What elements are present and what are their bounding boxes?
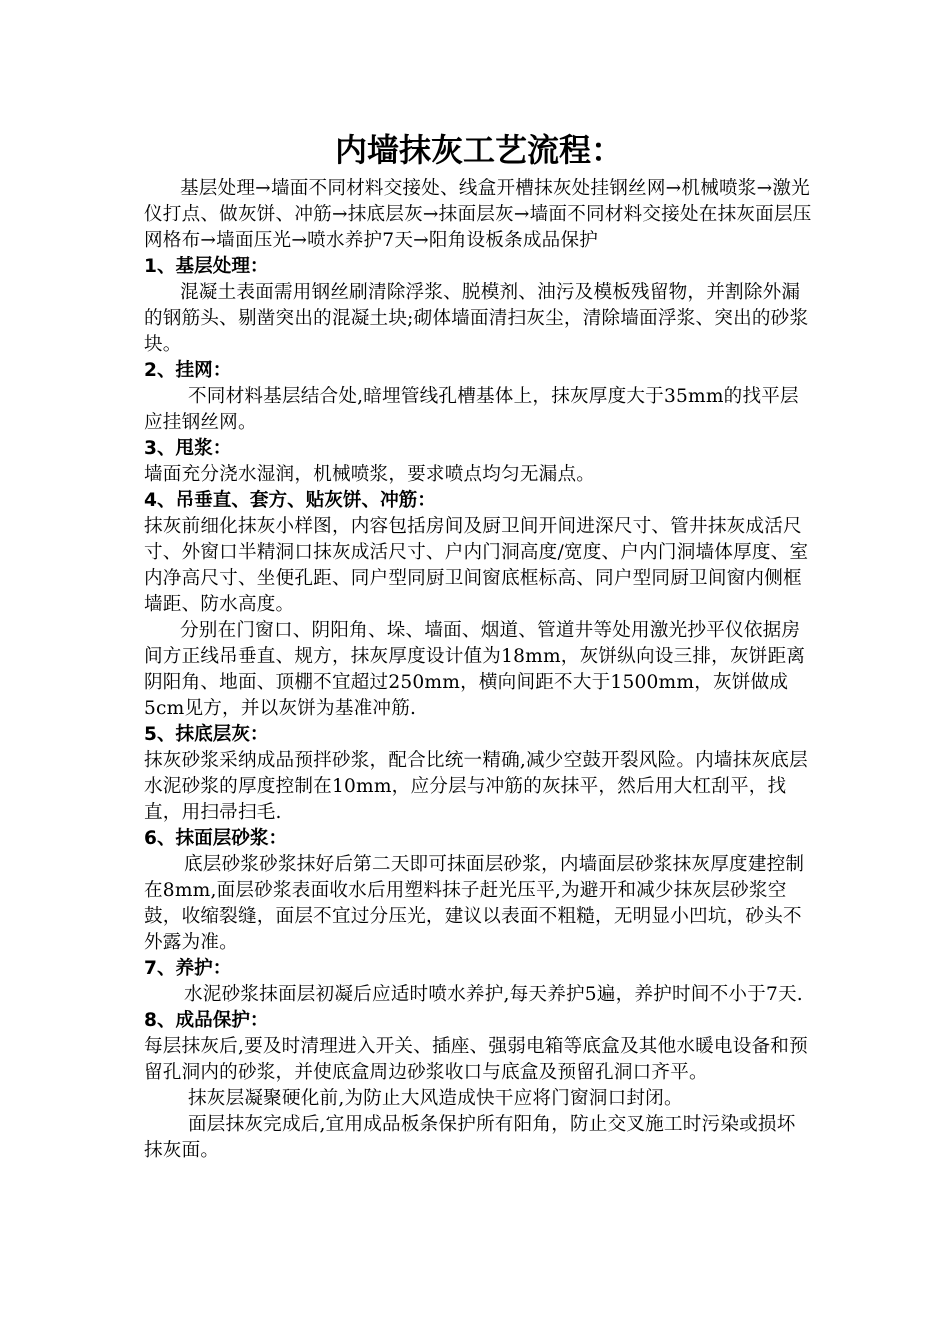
section-heading-1: 1、基层处理：: [144, 256, 269, 277]
section-8-paragraph-2: 抹灰层凝聚硬化前,为防止大风造成快干应将门窗洞口封闭。: [188, 1088, 683, 1109]
section-heading-3: 3、甩浆：: [144, 438, 232, 459]
section-heading-7: 7、养护：: [144, 958, 232, 979]
section-6-paragraph: 底层砂浆砂浆抹好后第二天即可抹面层砂浆，内墙面层砂浆抹灰厚度建控制在8mm,面层砂浆表面收水后用塑料抹子赶光压平,为避开和减少抹灰层砂浆空鼓，收缩裂缝，面层不宜过分压光，建议以表面不粗糙，无明显小凹坑，砂头不外露为准。: [144, 854, 805, 953]
document-title: 内墙抹灰工艺流程：: [334, 131, 623, 169]
section-7-paragraph: 水泥砂浆抹面层初凝后应适时喷水养护,每天养护5遍，养护时间不小于7天.: [184, 984, 803, 1005]
section-2-paragraph: 不同材料基层结合处,暗埋管线孔槽基体上，抹灰厚度大于35mm的找平层应挂钢丝网。: [144, 386, 799, 433]
section-5-paragraph: 抹灰砂浆采纳成品预拌砂浆，配合比统一精确,减少空鼓开裂风险。内墙抹灰底层水泥砂浆的厚度控制在10mm，应分层与冲筋的灰抹平，然后用大杠刮平，找直，用扫帚扫毛.: [144, 750, 808, 823]
section-heading-4: 4、吊垂直、套方、贴灰饼、冲筋：: [144, 490, 436, 511]
section-1-paragraph: 混凝土表面需用钢丝刷清除浮浆、脱模剂、油污及模板残留物，并割除外漏的钢筋头、剔凿突出的混凝土块;砌体墙面清扫灰尘，清除墙面浮浆、突出的砂浆块。: [144, 282, 809, 355]
section-4-paragraph-1: 抹灰前细化抹灰小样图，内容包括房间及厨卫间开间进深尺寸、管井抹灰成活尺寸、外窗口半精洞口抹灰成活尺寸、户内门洞高度/宽度、户内门洞墙体厚度、室内净高尺寸、坐便孔距、同户型同厨卫间窗底框标高、同户型同厨卫间窗内侧框墙距、防水高度。: [144, 516, 809, 615]
intro-paragraph: 基层处理→墙面不同材料交接处、线盒开槽抹灰处挂钢丝网→机械喷浆→激光仪打点、做灰饼、冲筋→抹底层灰→抹面层灰→墙面不同材料交接处在抹灰面层压网格布→墙面压光→喷水养护7天→阳角设板条成品保护: [144, 178, 812, 251]
section-3-paragraph: 墙面充分浇水湿润，机械喷浆，要求喷点均匀无漏点。: [144, 464, 596, 485]
section-8-paragraph-1: 每层抹灰后,要及时清理进入开关、插座、强弱电箱等底盒及其他水暖电设备和预留孔洞内的砂浆，并使底盒周边砂浆收口与底盒及预留孔洞口齐平。: [144, 1036, 808, 1083]
section-heading-5: 5、抹底层灰：: [144, 724, 269, 745]
section-4-paragraph-2: 分别在门窗口、阴阳角、垛、墙面、烟道、管道井等处用激光抄平仪依据房间方正线吊垂直、规方，抹灰厚度设计值为18mm，灰饼纵向设三排，灰饼距离阴阳角、地面、顶棚不宜超过250mm，横向间距不大于1500mm，灰饼做成5cm见方，并以灰饼为基准冲筋.: [144, 620, 806, 719]
section-heading-2: 2、挂网：: [144, 360, 232, 381]
section-8-paragraph-3: 面层抹灰完成后,宜用成品板条保护所有阳角，防止交叉施工时污染或损坏抹灰面。: [144, 1114, 796, 1161]
section-heading-6: 6、抹面层砂浆：: [144, 828, 288, 849]
document-body: [144, 124, 814, 1164]
section-heading-8: 8、成品保护：: [144, 1010, 269, 1031]
